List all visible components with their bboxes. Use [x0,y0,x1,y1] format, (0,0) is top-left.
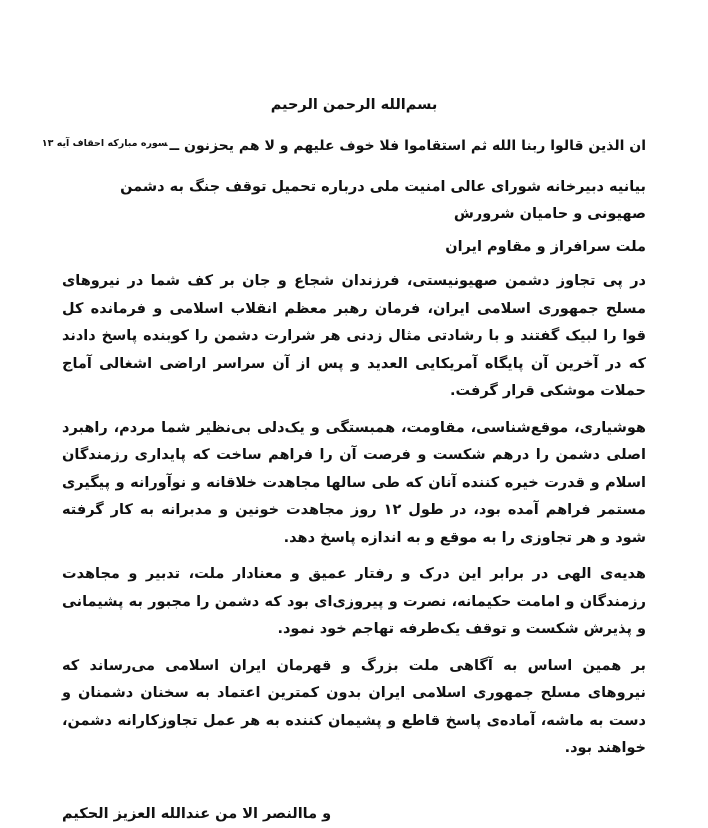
basmala-heading: بسم‌الله الرحمن الرحیم [270,97,438,113]
closing-signature-line: و ماالنصر الا من عندالله العزیز الحکیم [62,805,332,822]
verse-source-reference: سوره مبارکه احقاف آیه ۱۳ [41,138,168,149]
body-paragraph-1: در پی تجاوز دشمن صهیونیستی، فرزندان شجاع و جان بر کف شما در نیروهای مسلح جمهوری اسلامی ایران، فرمان رهبر معظم انقلاب اسلامی و فرمانده کل قوا را لبیک گفتند و با رشادتی مثال زدنی هر شرارت دشمن را کوبنده پاسخ دادند که در آخرین آن پایگاه آمریکایی العدید و پس از آن سراسر اراضی اشغالی آماج حملات موشکی قرار گرفت. [62,273,646,399]
body-paragraph-2: هوشیاری، موقع‌شناسی، مقاومت، همبستگی و یک‌دلی بی‌نظیر شما مردم، راهبرد اصلی دشمن را درهم شکست و فرصت آن را فراهم ساخت که پایداری رزمندگان اسلام و قدرت خیره کننده آنان که طی سالها مجاهدت خلاقانه و نوآورانه و پیگیری مستمر فراهم آمده بود، در طول ۱۲ روز مجاهدت خونین و مدبرانه به کار گرفته شود و هر تجاوزی را به موقع و به اندازه پاسخ دهد. [62,419,646,546]
body-paragraph-4: بر همین اساس به آگاهی ملت بزرگ و قهرمان ایران اسلامی می‌رساند که نیروهای مسلح جمهوری اسلامی ایران بدون کمترین اعتماد به سخنان دشمنان و دست به ماشه، آماده‌ی پاسخ قاطع و پشیمان کننده به هر عمل تجاوزکارانه دشمن، خواهند بود. [62,657,646,756]
quran-verse-text: ان الذین قالوا ربنا الله ثم استقاموا فلا خوف علیهم و لا هم یحزنون ــ [169,138,646,154]
statement-title: بیانیه دبیرخانه شورای عالی امنیت ملی درباره تحمیل توقف جنگ به دشمن صهیونی و حامیان شرورش [120,179,646,222]
quran-verse-line [41,133,646,161]
salutation-line: ملت سرافراز و مقاوم ایران [445,239,646,255]
body-paragraph-3: هدیه‌ی الهی در برابر این درک و رفتار عمیق و معنادار ملت، تدبیر و مجاهدت رزمندگان و امامت حکیمانه، نصرت و پیروزی‌ای بود که دشمن را مجبور به پشیمانی و پذیرش شکست و توقف یک‌طرفه تهاجم خود نمود. [62,566,646,637]
